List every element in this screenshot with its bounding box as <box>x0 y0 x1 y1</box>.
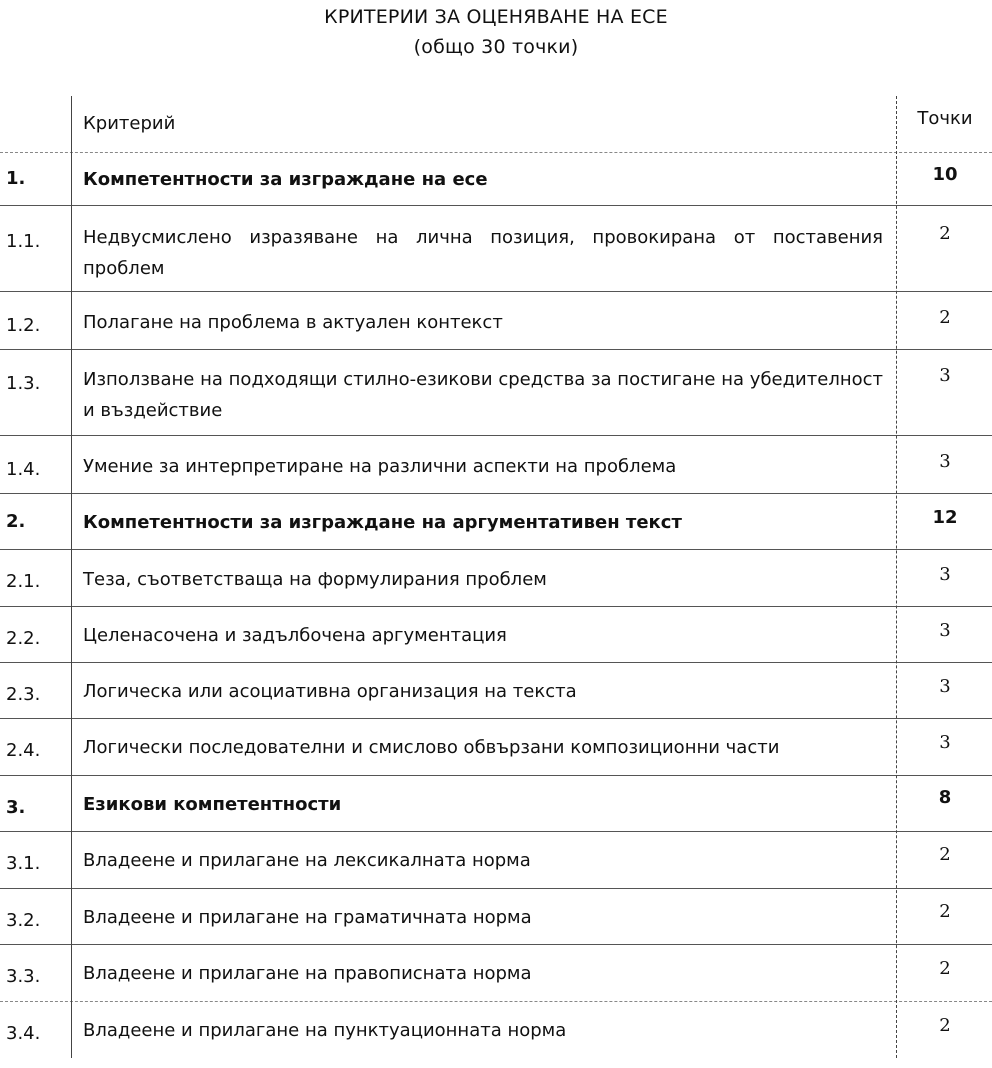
row-number: 1.1. <box>6 231 41 252</box>
row-criterion: Недвусмислено изразяване на лична позиция, провокирана от поставения проблем <box>83 227 883 279</box>
row-points: 2 <box>939 958 951 979</box>
row-criterion: Владеене и прилагане на граматичната норма <box>83 907 532 928</box>
table-row-section <box>0 493 992 550</box>
row-number: 3.3. <box>6 966 41 987</box>
table-row-section <box>0 775 992 832</box>
row-points: 3 <box>939 620 951 641</box>
table-row <box>0 205 992 292</box>
column-divider-right <box>896 96 897 1058</box>
row-number: 2.3. <box>6 684 41 705</box>
row-points: 2 <box>939 901 951 922</box>
table-row <box>0 549 992 607</box>
row-criterion: Логическа или асоциативна организация на текста <box>83 681 577 702</box>
row-points: 8 <box>938 787 952 808</box>
row-points: 12 <box>932 507 958 528</box>
row-number: 2.1. <box>6 571 41 592</box>
table-row <box>0 944 992 1002</box>
row-points: 3 <box>939 676 951 697</box>
row-criterion: Владеене и прилагане на правописната норма <box>83 963 532 984</box>
table-row <box>0 1001 992 1059</box>
row-criterion: Логически последователни и смислово обвързани композиционни части <box>83 737 780 758</box>
row-points: 2 <box>939 307 951 328</box>
row-number: 2.4. <box>6 740 41 761</box>
row-number: 2.2. <box>6 628 41 649</box>
row-criterion: Компетентности за изграждане на аргументативен текст <box>83 512 682 533</box>
row-number: 3.1. <box>6 853 41 874</box>
row-criterion: Теза, съответстваща на формулирания проблем <box>83 569 547 590</box>
row-points: 3 <box>939 365 951 386</box>
row-criterion: Умение за интерпретиране на различни аспекти на проблема <box>83 456 677 477</box>
table-row <box>0 662 992 719</box>
row-points: 3 <box>939 564 951 585</box>
table-row <box>0 349 992 436</box>
header-criterion: Критерий <box>83 113 176 134</box>
row-number: 3.4. <box>6 1023 41 1044</box>
table-row <box>0 888 992 945</box>
column-divider-left <box>71 96 72 1058</box>
table-row <box>0 606 992 663</box>
document-title: КРИТЕРИИ ЗА ОЦЕНЯВАНЕ НА ЕСЕ <box>324 6 668 28</box>
row-criterion: Целенасочена и задълбочена аргументация <box>83 625 507 646</box>
row-criterion: Използване на подходящи стилно-езикови средства за постигане на убедителност и въздействие <box>83 369 883 421</box>
row-criterion: Владеене и прилагане на пунктуационната норма <box>83 1020 567 1041</box>
row-points: 2 <box>939 844 951 865</box>
row-number: 1.4. <box>6 459 41 480</box>
document-subtitle: (общо 30 точки) <box>413 36 579 58</box>
table-row <box>0 291 992 350</box>
row-criterion: Полагане на проблема в актуален контекст <box>83 312 503 333</box>
table-row <box>0 718 992 776</box>
row-number: 3. <box>6 797 26 818</box>
row-number: 1. <box>6 168 26 189</box>
row-criterion: Компетентности за изграждане на есе <box>83 169 488 190</box>
row-points: 2 <box>939 1015 951 1036</box>
row-points: 10 <box>932 164 958 185</box>
header-points: Точки <box>917 108 973 129</box>
row-criterion: Езикови компетентности <box>83 794 342 815</box>
row-points: 3 <box>939 732 951 753</box>
table-row <box>0 831 992 889</box>
row-criterion: Владеене и прилагане на лексикалната норма <box>83 850 531 871</box>
row-number: 1.3. <box>6 373 41 394</box>
table-header-row <box>0 96 992 153</box>
row-points: 2 <box>939 223 951 244</box>
row-points: 3 <box>939 451 951 472</box>
table-row-section <box>0 152 992 206</box>
row-number: 3.2. <box>6 910 41 931</box>
table-row <box>0 435 992 494</box>
row-number: 2. <box>6 511 26 532</box>
row-number: 1.2. <box>6 315 41 336</box>
